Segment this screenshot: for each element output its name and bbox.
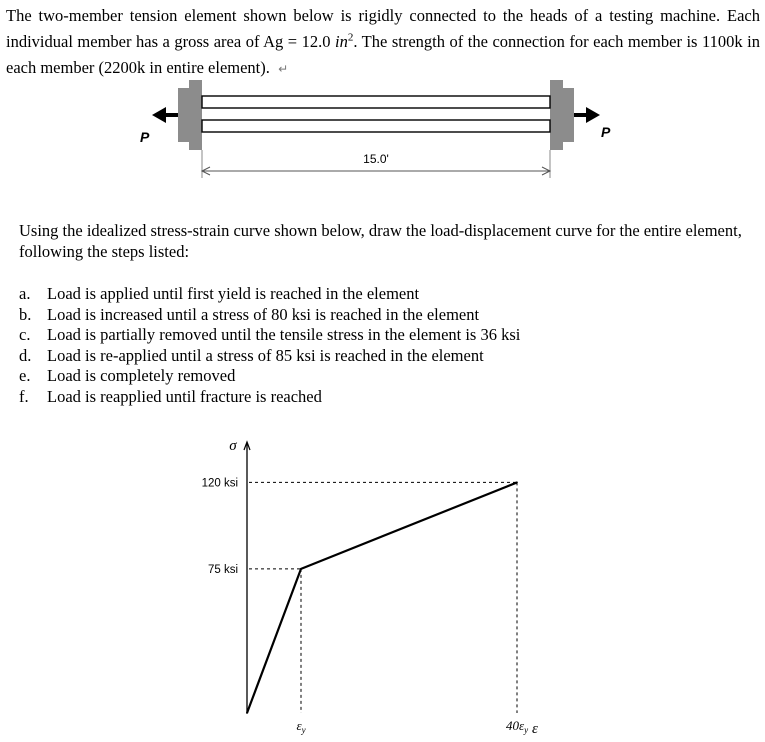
series-point-1	[300, 568, 302, 570]
right-machine-head	[550, 88, 574, 142]
step-text: Load is increased until a stress of 80 ksi is reached in the element	[47, 304, 480, 324]
y-tick-label-75: 75 ksi	[207, 563, 238, 576]
paragraph-return-icon: ↵	[278, 62, 289, 76]
right-load-arrow-icon	[586, 107, 600, 123]
step-item	[19, 305, 520, 326]
instruction-text: Using the idealized stress-strain curve shown below, draw the load-displacement curve for the entire element, following the steps listed:	[19, 221, 742, 261]
step-text: Load is partially removed until the tensile stress in the element is 36 ksi	[47, 325, 521, 345]
x-tick-label-base: ε	[296, 718, 302, 733]
y-tick-label-120: 120 ksi	[201, 477, 238, 490]
step-letter: d.	[19, 345, 32, 365]
y-axis-label: σ	[229, 438, 237, 454]
step-letter: f.	[19, 386, 29, 406]
step-letter: e.	[19, 366, 31, 386]
x-tick-label-base: 40ε	[505, 718, 525, 733]
step-text: Load is reapplied until fracture is reached	[47, 386, 322, 406]
load-label-left: P	[140, 129, 150, 145]
step-letter: a.	[19, 284, 31, 303]
step-letter: b.	[19, 304, 32, 324]
load-label-right: P	[601, 124, 611, 140]
step-list	[19, 284, 520, 408]
step-text: Load is completely removed	[47, 366, 236, 386]
step-item	[19, 325, 520, 346]
x-tick-label-sub: y	[301, 725, 306, 735]
area-exponent: 2	[347, 31, 354, 44]
series-point-2	[516, 482, 518, 484]
x-tick-label-1	[506, 718, 528, 735]
dimension-arrow-left-icon	[202, 167, 210, 175]
statement-text-part1: The two-member tension element shown below is rigidly connected to the heads of a testing machine. Each individual member has a gross area of Ag = 12.0	[6, 6, 760, 51]
series-point-0	[246, 712, 248, 714]
left-load-arrow-icon	[152, 107, 166, 123]
stress-strain-series-line	[247, 482, 517, 713]
step-item	[19, 284, 520, 305]
left-head-flange	[189, 80, 202, 150]
statement-text-part2: . The strength of the connection for each member is 1100k in each member (2200k in entire element).	[6, 32, 760, 77]
x-tick-label-0	[296, 718, 305, 735]
x-axis-label: ε	[532, 721, 538, 737]
dimension-arrow-right-icon	[542, 167, 550, 175]
member-bottom	[202, 120, 550, 132]
step-item	[19, 387, 520, 408]
step-letter: c.	[19, 325, 31, 345]
step-item	[19, 366, 520, 387]
right-head-flange	[550, 80, 563, 150]
member-top	[202, 96, 550, 108]
y-axis-arrow-icon	[244, 442, 250, 450]
step-item	[19, 346, 520, 367]
left-machine-head	[178, 88, 202, 142]
step-text: Load is re-applied until a stress of 85 ksi is reached in the element	[47, 345, 484, 365]
step-text: Load is applied until first yield is reached in the element	[47, 284, 420, 303]
area-unit: in	[334, 32, 348, 51]
x-tick-label-sub: y	[524, 725, 529, 735]
problem-statement	[6, 3, 760, 82]
length-label: 15.0'	[363, 152, 389, 166]
